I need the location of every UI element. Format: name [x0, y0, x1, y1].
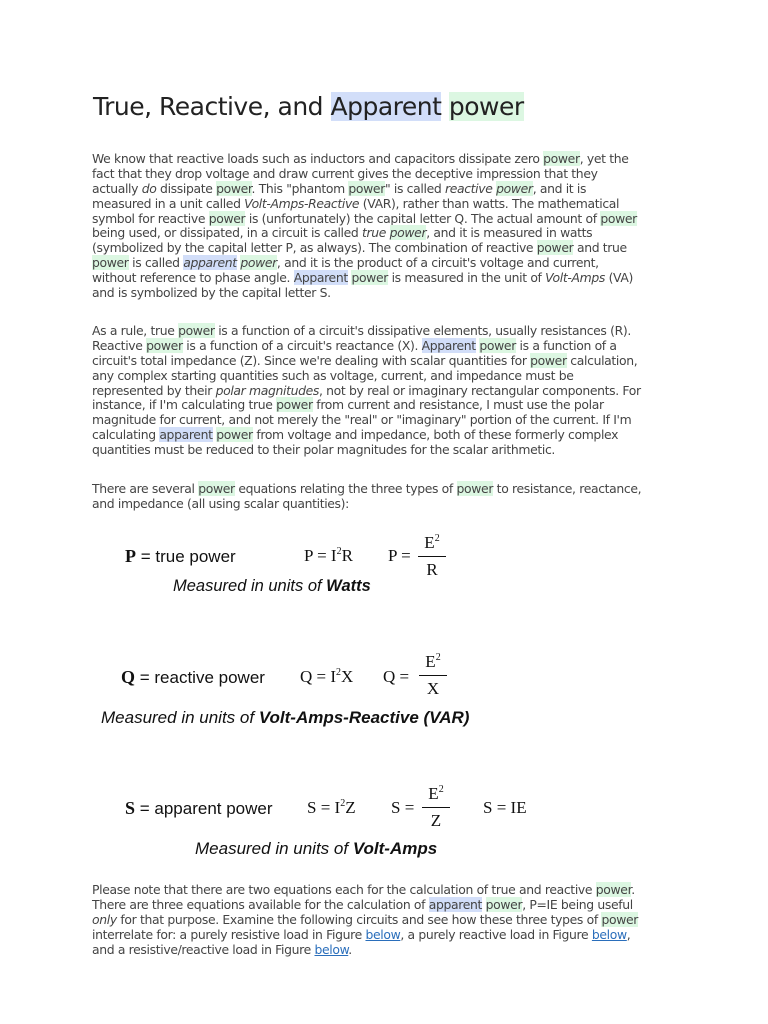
apparent-power-units — [195, 839, 437, 859]
highlight-power: power — [198, 481, 235, 496]
figure-link[interactable]: below — [591, 926, 627, 942]
page-title — [93, 92, 524, 121]
text-run: is (unfortunately) the capital letter Q. The actual amount of — [245, 210, 601, 226]
highlight-power: power — [601, 911, 639, 927]
text-run: There are several — [92, 481, 199, 496]
num-text: E — [425, 652, 436, 671]
text-run: quantities must be reduced to their polar magnitudes for the scalar arithmetic. — [92, 442, 556, 458]
text-run: actually — [92, 180, 142, 196]
text-run: We know that reactive loads such as inductors and capacitors dissipate zero — [92, 151, 544, 166]
text-line — [92, 428, 641, 443]
reactive-power-label — [121, 667, 265, 688]
eq-rhs: X — [341, 667, 354, 686]
text-run: , a purely reactive load in Figure — [400, 926, 592, 942]
num-sup: 2 — [438, 784, 444, 795]
text-line — [92, 226, 637, 241]
paragraph-note — [92, 883, 638, 957]
paragraph-reactive-intro — [92, 152, 637, 301]
text-run: interrelate for: a purely resistive load in Figure — [92, 926, 366, 942]
text-run: , P=IE being useful — [522, 896, 633, 912]
text-run: and a resistive/reactive load in Figure — [92, 941, 315, 957]
text-run: is measured in the unit of — [388, 270, 546, 286]
eq-rhs: R — [341, 546, 353, 565]
text-line — [92, 197, 637, 212]
true-power-equation-1 — [304, 546, 353, 566]
highlight-apparent: Apparent — [293, 270, 348, 286]
text-run: " is called — [384, 180, 445, 196]
text-line — [92, 271, 637, 286]
highlight-power: power — [146, 337, 183, 353]
true-power-fraction — [418, 533, 446, 580]
text-line — [92, 928, 638, 943]
text-line — [92, 152, 637, 167]
highlight-power: power — [485, 896, 523, 912]
italic-text: only — [92, 911, 117, 927]
italic-text: Volt-Amps-Reactive — [244, 195, 360, 211]
units-prefix: Measured in units of — [195, 839, 353, 858]
text-line — [92, 241, 637, 256]
highlight-power: power — [448, 92, 524, 121]
text-run: There are three equations available for the calculation of — [92, 896, 429, 912]
desc: = reactive power — [135, 668, 265, 687]
text-line — [92, 256, 637, 271]
highlight-apparent: Apparent — [330, 92, 442, 121]
title-text: True, Reactive, and — [93, 92, 331, 121]
text-line — [92, 913, 638, 928]
desc: = apparent power — [135, 799, 273, 818]
italic-text: polar magnitudes — [215, 382, 319, 398]
apparent-power-equation-3: S = IE — [483, 798, 527, 817]
italic-text: reactive — [444, 180, 497, 196]
symbol-q: Q — [121, 667, 136, 687]
highlight-apparent: apparent — [428, 896, 483, 912]
eq-lhs: Q = I — [300, 667, 337, 686]
text-run: Reactive — [92, 337, 147, 353]
text-run: . — [631, 882, 635, 897]
highlight-power: power — [543, 151, 580, 166]
text-line — [92, 182, 637, 197]
num-sup: 2 — [435, 652, 441, 663]
highlight-power: power — [276, 397, 313, 413]
numerator — [418, 533, 446, 557]
denominator: X — [426, 679, 440, 698]
text-line — [92, 384, 641, 399]
text-run: Please note that there are two equations each for the calculation of true and reactive — [92, 882, 596, 897]
text-line — [92, 898, 638, 913]
true-power-equation-2-lhs: P = — [388, 546, 411, 565]
text-run: equations relating the three types of — [234, 481, 457, 496]
text-run: calculation, — [566, 352, 638, 368]
text-line — [92, 167, 637, 182]
text-line — [92, 369, 641, 384]
text-run: being used, or dissipated, in a circuit is called — [92, 225, 363, 241]
highlight-power: power — [479, 337, 516, 353]
reactive-power-equation-1 — [300, 667, 353, 687]
text-run: dissipate — [156, 180, 217, 196]
italic-text: Volt-Amps — [545, 270, 605, 286]
text-run: measured in a unit called — [92, 195, 245, 211]
text-run: (VA) — [604, 270, 634, 286]
highlight-power: power — [348, 180, 385, 196]
highlight-apparent: apparent — [183, 255, 237, 271]
italic-text: do — [141, 180, 157, 196]
highlight-power: power — [389, 225, 427, 241]
highlight-power: power — [536, 240, 574, 256]
text-line — [92, 497, 641, 512]
true-power-label — [125, 546, 236, 567]
text-line — [92, 354, 641, 369]
text-run: symbol for reactive — [92, 210, 209, 226]
text-run: magnitude for current, and not merely the "real" or "imaginary" portion of the current. If I'm — [92, 412, 632, 428]
highlight-power: power — [216, 180, 252, 196]
highlight-power: power — [178, 323, 215, 338]
units-name: Volt-Amps-Reactive (VAR) — [258, 708, 470, 727]
text-run: and true — [573, 240, 627, 256]
num-text: E — [428, 784, 439, 803]
text-line — [92, 413, 641, 428]
title-space — [441, 92, 448, 121]
text-run: is a function of a circuit's reactance (X). — [182, 337, 422, 353]
eq-lhs: P = I — [304, 546, 337, 565]
italic-text: true — [362, 225, 390, 241]
eq-sup: 2 — [336, 546, 342, 557]
text-run: instance, if I'm calculating true — [92, 397, 277, 413]
reactive-power-equation-2-lhs: Q = — [383, 667, 410, 686]
highlight-power: power — [595, 882, 632, 897]
text-line — [92, 398, 641, 413]
highlight-power: power — [600, 210, 637, 226]
highlight-power: power — [208, 210, 246, 226]
eq-rhs: Z — [345, 798, 356, 817]
eq-lhs: S = I — [307, 798, 341, 817]
text-run: . — [348, 941, 352, 957]
highlight-power: power — [496, 180, 533, 196]
text-run: is called — [128, 255, 184, 271]
text-line — [92, 443, 641, 458]
text-line — [92, 943, 638, 958]
apparent-power-label — [125, 798, 273, 819]
text-run: any complex starting quantities such as voltage, current, and impedance must be — [92, 367, 574, 383]
text-run: , and it is the product of a circuit's voltage and current, — [276, 255, 599, 271]
desc: = true power — [136, 547, 236, 566]
highlight-apparent: apparent — [159, 427, 213, 443]
reactive-power-fraction — [419, 652, 447, 699]
text-line — [92, 883, 638, 898]
text-run: . This "phantom — [251, 180, 349, 196]
text-line — [92, 482, 641, 497]
highlight-power: power — [530, 352, 567, 368]
text-run: and is symbolized by the capital letter S. — [92, 285, 331, 301]
text-run: (VAR), rather than watts. The mathematical — [359, 195, 620, 211]
text-run: from current and resistance, I must use the polar — [312, 397, 604, 413]
text-run: for that purpose. Examine the following circuits and see how these three types of — [116, 911, 602, 927]
num-sup: 2 — [434, 533, 440, 544]
reactive-power-units — [101, 708, 469, 728]
paragraph-equations-intro — [92, 482, 641, 512]
apparent-power-fraction — [422, 784, 450, 831]
numerator — [419, 652, 447, 676]
text-line — [92, 212, 637, 227]
denominator: Z — [430, 811, 442, 830]
text-run: , and it is — [532, 180, 587, 196]
text-line — [92, 286, 637, 301]
units-prefix: Measured in units of — [101, 708, 259, 727]
figure-link[interactable]: below — [365, 926, 401, 942]
text-run: fact that they drop voltage and draw current gives the deceptive impression that they — [92, 165, 598, 181]
text-run: from voltage and impedance, both of these formerly complex — [252, 427, 619, 443]
text-run: As a rule, true — [92, 323, 179, 338]
symbol-p: P — [125, 546, 136, 566]
text-run: , and it is measured in watts — [426, 225, 593, 241]
numerator — [422, 784, 450, 808]
highlight-apparent: Apparent — [421, 337, 476, 353]
num-text: E — [424, 533, 435, 552]
apparent-power-equation-2-lhs: S = — [391, 798, 415, 817]
text-run: is a function of a circuit's dissipative elements, usually resistances (R). — [214, 323, 631, 338]
text-run: , not by real or imaginary rectangular components. For — [318, 382, 641, 398]
highlight-power: power — [216, 427, 253, 443]
symbol-s: S — [125, 798, 136, 818]
highlight-power: power — [92, 255, 129, 271]
units-prefix: Measured in units of — [173, 577, 327, 595]
text-line — [92, 339, 641, 354]
eq-sup: 2 — [340, 798, 346, 809]
text-line — [92, 324, 641, 339]
text-run: , — [626, 926, 631, 942]
text-run: calculating — [92, 427, 160, 443]
figure-link[interactable]: below — [314, 941, 349, 957]
units-name: Watts — [326, 577, 371, 595]
text-run: represented by their — [92, 382, 216, 398]
highlight-power: power — [456, 481, 494, 496]
text-run: circuit's total impedance (Z). Since we're dealing with scalar quantities for — [92, 352, 531, 368]
true-power-units — [173, 577, 371, 596]
denominator: R — [426, 560, 438, 579]
highlight-power: power — [240, 255, 277, 271]
text-run: and impedance (all using scalar quantities): — [92, 495, 349, 511]
units-name: Volt-Amps — [352, 839, 438, 858]
paragraph-rule — [92, 324, 641, 458]
apparent-power-equation-1 — [307, 798, 356, 818]
eq-sup: 2 — [336, 667, 342, 678]
highlight-power: power — [351, 270, 388, 286]
text-run: to resistance, reactance, — [493, 481, 642, 496]
text-run: , yet the — [579, 151, 629, 166]
text-run: is a function of a — [515, 337, 617, 353]
text-run: (symbolized by the capital letter P, as always). The combination of reactive — [92, 240, 537, 256]
text-run: without reference to phase angle. — [92, 270, 294, 286]
